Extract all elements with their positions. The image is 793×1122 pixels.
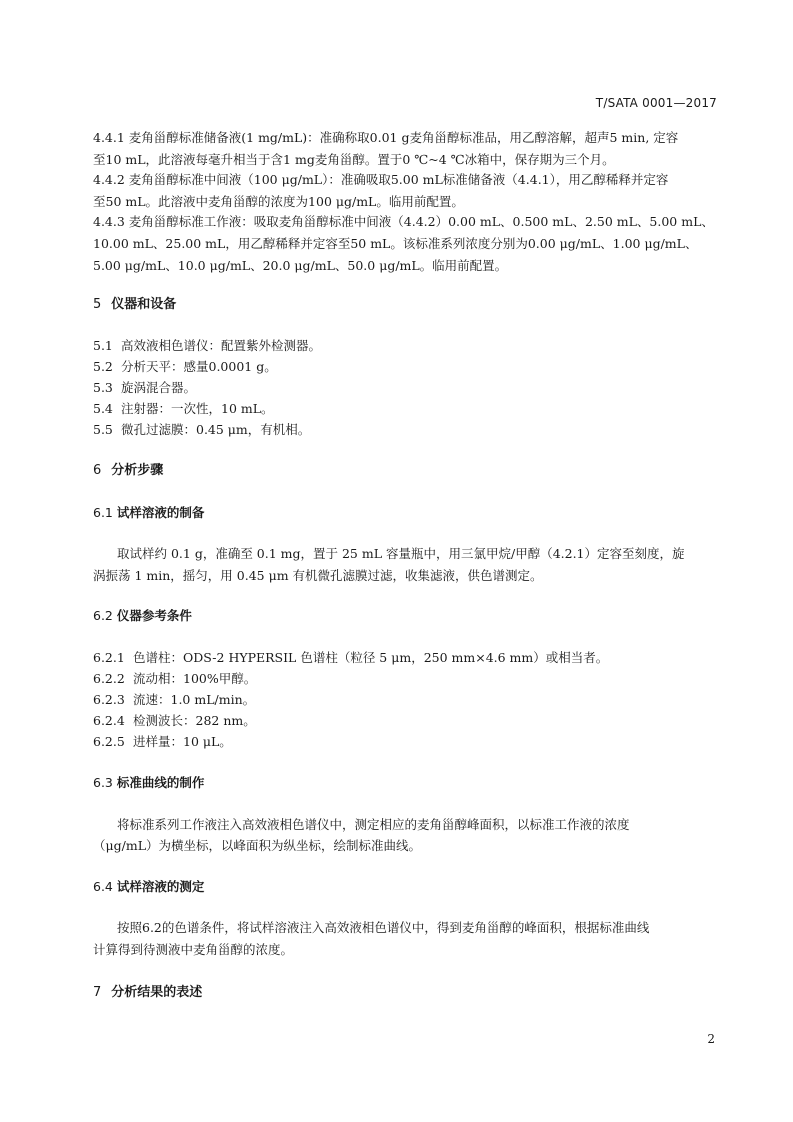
list-item (93, 422, 310, 438)
para-6-1-line-1: 取试样约 0.1 g，准确至 0.1 mg，置于 25 mL 容量瓶中，用三氯甲烷/甲醇（4.2.1）定容至刻度，旋 (117, 546, 685, 561)
para-6-4-line-1: 按照6.2的色谱条件，将试样溶液注入高效液相色谱仪中，得到麦角甾醇的峰面积，根据标准曲线 (117, 920, 650, 935)
list-item (93, 734, 232, 750)
list-item (93, 671, 256, 687)
subsection-number: 6.3 (93, 775, 113, 790)
standard-code: T/SATA 0001—2017 (595, 96, 717, 110)
subsection-title: 试样溶液的制备 (116, 505, 205, 520)
para-4-4-2-line-2: 至50 mL。此溶液中麦角甾醇的浓度为100 μg/mL。临用前配置。 (93, 194, 464, 209)
subsection-title: 仪器参考条件 (116, 608, 192, 623)
item-text: 色谱柱：ODS-2 HYPERSIL 色谱柱（粒径 5 μm，250 mm×4.6 mm）或相当者。 (133, 650, 609, 665)
item-number: 6.2.2 (93, 671, 125, 686)
section-6-heading (93, 463, 163, 479)
item-number: 5.1 (93, 338, 113, 353)
para-6-3-line-1: 将标准系列工作液注入高效液相色谱仪中，测定相应的麦角甾醇峰面积，以标准工作液的浓度 (117, 817, 630, 832)
item-text: 注射器：一次性，10 mL。 (121, 401, 274, 416)
item-number: 6.2.5 (93, 734, 125, 749)
item-text: 流速：1.0 mL/min。 (133, 692, 256, 707)
list-item (93, 713, 256, 729)
item-text: 高效液相色谱仪：配置紫外检测器。 (121, 338, 322, 353)
item-number: 5.4 (93, 401, 113, 416)
para-6-4-line-2: 计算得到待测液中麦角甾醇的浓度。 (93, 942, 294, 957)
para-4-4-1-line-1: 4.4.1 麦角甾醇标准储备液(1 mg/mL)：准确称取0.01 g麦角甾醇标准品，用乙醇溶解，超声5 min, 定容 (93, 130, 679, 145)
section-7-heading (93, 985, 202, 1001)
para-6-3-line-2: （μg/mL）为横坐标，以峰面积为纵坐标，绘制标准曲线。 (93, 838, 421, 853)
subsection-title: 标准曲线的制作 (116, 775, 205, 790)
para-4-4-3-line-2: 10.00 mL、25.00 mL，用乙醇稀释并定容至50 mL。该标准系列浓度分别为0.00 μg/mL、1.00 μg/mL、 (93, 236, 698, 251)
subsection-number: 6.4 (93, 879, 113, 894)
para-6-1-line-2: 涡振荡 1 min，摇匀，用 0.45 μm 有机微孔滤膜过滤，收集滤液，供色谱测定。 (93, 568, 543, 583)
item-number: 6.2.1 (93, 650, 125, 665)
subsection-6-4-heading (93, 879, 204, 895)
item-text: 流动相：100%甲醇。 (133, 671, 257, 686)
item-number: 5.5 (93, 422, 113, 437)
item-number: 6.2.4 (93, 713, 125, 728)
section-number: 5 (93, 297, 102, 312)
list-item (93, 359, 277, 375)
item-text: 旋涡混合器。 (121, 380, 197, 395)
section-title: 分析步骤 (111, 463, 164, 478)
subsection-6-2-heading (93, 608, 192, 624)
item-text: 检测波长：282 nm。 (133, 713, 256, 728)
subsection-6-3-heading (93, 775, 204, 791)
item-text: 分析天平：感量0.0001 g。 (121, 359, 277, 374)
list-item (93, 401, 274, 417)
para-4-4-3-line-3: 5.00 μg/mL、10.0 μg/mL、20.0 μg/mL、50.0 μg/mL。临用前配置。 (93, 258, 508, 273)
item-number: 6.2.3 (93, 692, 125, 707)
list-item (93, 692, 255, 708)
para-4-4-1-line-2: 至10 mL，此溶液每毫升相当于含1 mg麦角甾醇。置于0 ℃~4 ℃冰箱中，保存期为三个月。 (93, 152, 615, 167)
item-text: 进样量：10 μL。 (133, 734, 232, 749)
subsection-number: 6.1 (93, 505, 113, 520)
section-number: 7 (93, 985, 102, 1000)
list-item (93, 338, 321, 354)
para-4-4-2-line-1: 4.4.2 麦角甾醇标准中间液（100 μg/mL）：准确吸取5.00 mL标准储备液（4.4.1），用乙醇稀释并定容 (93, 172, 669, 187)
section-5-heading (93, 297, 176, 313)
list-item (93, 380, 196, 396)
section-title: 仪器和设备 (111, 297, 177, 312)
subsection-title: 试样溶液的测定 (116, 879, 205, 894)
subsection-number: 6.2 (93, 608, 113, 623)
list-item (93, 650, 608, 666)
section-number: 6 (93, 463, 102, 478)
item-number: 5.2 (93, 359, 113, 374)
item-number: 5.3 (93, 380, 113, 395)
para-4-4-3-line-1: 4.4.3 麦角甾醇标准工作液：吸取麦角甾醇标准中间液（4.4.2）0.00 mL、0.500 mL、2.50 mL、5.00 mL、 (93, 214, 714, 229)
section-title: 分析结果的表述 (111, 985, 203, 1000)
subsection-6-1-heading (93, 505, 204, 521)
page-number: 2 (707, 1032, 715, 1046)
item-text: 微孔过滤膜：0.45 μm，有机相。 (121, 422, 311, 437)
